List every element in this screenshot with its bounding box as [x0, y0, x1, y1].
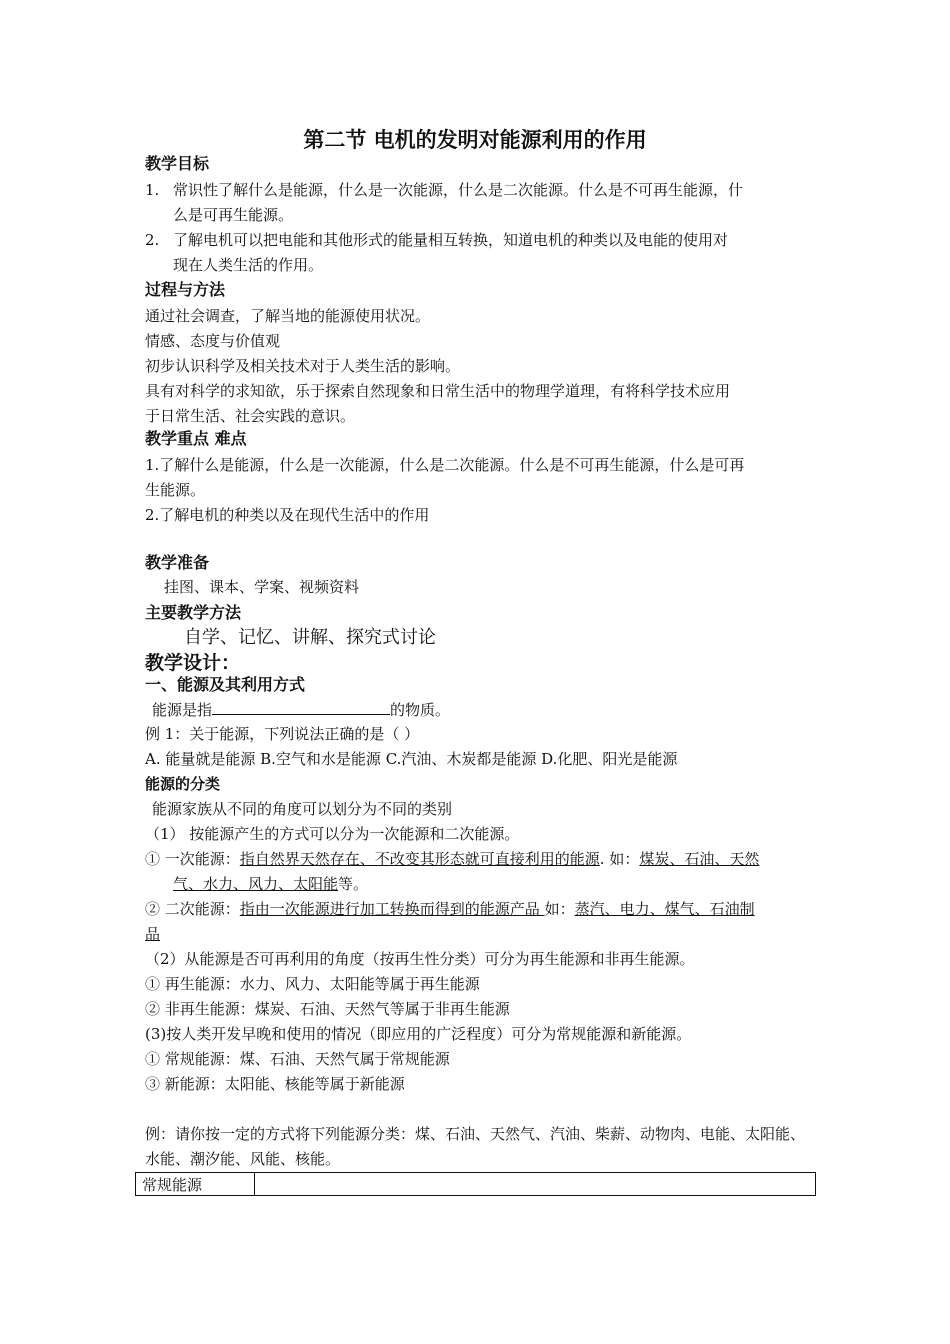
- design-heading: 教学设计：: [145, 652, 241, 674]
- keypoints-line-3: 2.了解电机的种类以及在现代生活中的作用: [145, 506, 430, 524]
- page-title: 第二节 电机的发明对能源利用的作用: [303, 128, 647, 152]
- example-1-options: A. 能量就是能源 B.空气和水是能源 C.汽油、木炭都是能源 D.化肥、阳光是能源: [145, 750, 678, 768]
- secondary-energy-line-2: [145, 924, 160, 944]
- process-line-3: 初步认识科学及相关技术对于人类生活的影响。: [145, 357, 461, 375]
- keypoints-heading: 教学重点 难点: [145, 429, 247, 448]
- keypoints-line-1: 1.了解什么是能源，什么是一次能源，什么是二次能源。什么是不可再生能源，什么是可再: [145, 456, 745, 474]
- primary-energy-suffix: 等。: [338, 875, 369, 893]
- primary-energy-line: [145, 849, 759, 869]
- table-row: [136, 1173, 816, 1196]
- example-1: 例 1：关于能源，下列说法正确的是（ ）: [145, 725, 420, 743]
- secondary-energy-examples-continued: 品: [145, 925, 161, 943]
- goal-1-number: 1.: [145, 181, 160, 199]
- primary-energy-line-2: [173, 874, 368, 894]
- classification-table: [135, 1172, 816, 1196]
- example-2-line-2: 水能、潮汐能、风能、核能。: [145, 1150, 341, 1168]
- table-cell-label: 常规能源: [136, 1173, 255, 1196]
- answer-blank[interactable]: [212, 699, 390, 715]
- classification-1: （1） 按能源产生的方式可以分为一次能源和二次能源。: [145, 825, 520, 843]
- primary-energy-examples-continued: 气、水力、风力、太阳能: [173, 875, 339, 893]
- secondary-energy-line: [145, 899, 755, 919]
- process-line-1: 通过社会调查，了解当地的能源使用状况。: [145, 307, 431, 325]
- process-line-5: 于日常生活、社会实践的意识。: [145, 407, 356, 425]
- conventional-energy-line: ① 常规能源：煤、石油、天然气属于常规能源: [145, 1050, 450, 1068]
- definition-line: [152, 699, 450, 720]
- secondary-energy-example-label: 如：: [544, 900, 575, 918]
- classification-2: （2）从能源是否可再利用的角度（按再生性分类）可分为再生能源和非再生能源。: [145, 950, 695, 968]
- table-cell-answer[interactable]: [255, 1173, 816, 1196]
- secondary-energy-label: ② 二次能源：: [145, 900, 240, 918]
- secondary-energy-definition: 指由一次能源进行加工转换而得到的能源产品: [239, 900, 545, 918]
- classification-intro: 能源家族从不同的角度可以划分为不同的类别: [152, 800, 453, 818]
- primary-energy-definition: 指自然界天然存在、不改变其形态就可直接利用的能源: [239, 850, 600, 868]
- method-line: 自学、记忆、讲解、探究式讨论: [184, 627, 436, 648]
- primary-energy-label: ① 一次能源：: [145, 850, 240, 868]
- goal-2-number: 2.: [145, 231, 160, 249]
- secondary-energy-examples: 蒸汽、电力、煤气、石油制: [574, 900, 755, 918]
- primary-energy-examples: 煤炭、石油、天然: [639, 850, 760, 868]
- goal-item-1: [145, 180, 744, 200]
- prep-line: 挂图、课本、学案、视频资料: [164, 578, 360, 596]
- process-line-4: 具有对科学的求知欲，乐于探索自然现象和日常生活中的物理学道理，有将科学技术应用: [145, 382, 731, 400]
- classification-3: (3)按人类开发早晚和使用的情况（即应用的广泛程度）可分为常规能源和新能源。: [145, 1025, 692, 1043]
- goal-1-continued: 么是可再生能源。: [173, 206, 294, 224]
- renewable-line: ① 再生能源：水力、风力、太阳能等属于再生能源: [145, 975, 480, 993]
- definition-prefix: 能源是指: [152, 701, 213, 719]
- process-heading: 过程与方法: [145, 280, 226, 299]
- goal-2-text: 了解电机可以把电能和其他形式的能量相互转换，知道电机的种类以及电能的使用对: [173, 231, 729, 249]
- new-energy-line: ③ 新能源：太阳能、核能等属于新能源: [145, 1075, 405, 1093]
- primary-energy-example-label: . 如：: [599, 850, 640, 868]
- goal-2-continued: 现在人类生活的作用。: [173, 256, 324, 274]
- keypoints-line-2: 生能源。: [145, 481, 206, 499]
- process-line-2: 情感、态度与价值观: [145, 332, 281, 350]
- definition-suffix: 的物质。: [390, 701, 451, 719]
- nonrenewable-line: ② 非再生能源：煤炭、石油、天然气等属于非再生能源: [145, 1000, 510, 1018]
- method-heading: 主要教学方法: [145, 603, 242, 622]
- example-2-line-1: 例：请你按一定的方式将下列能源分类：煤、石油、天然气、汽油、柴薪、动物肉、电能、太阳能、: [145, 1125, 806, 1143]
- goals-heading: 教学目标: [145, 154, 210, 173]
- prep-heading: 教学准备: [145, 553, 210, 572]
- classification-heading: 能源的分类: [145, 775, 221, 793]
- goal-1-text: 常识性了解什么是能源，什么是一次能源，什么是二次能源。什么是不可再生能源，什: [173, 181, 744, 199]
- goal-item-2: [145, 230, 729, 250]
- section-1-heading: 一、能源及其利用方式: [145, 675, 306, 694]
